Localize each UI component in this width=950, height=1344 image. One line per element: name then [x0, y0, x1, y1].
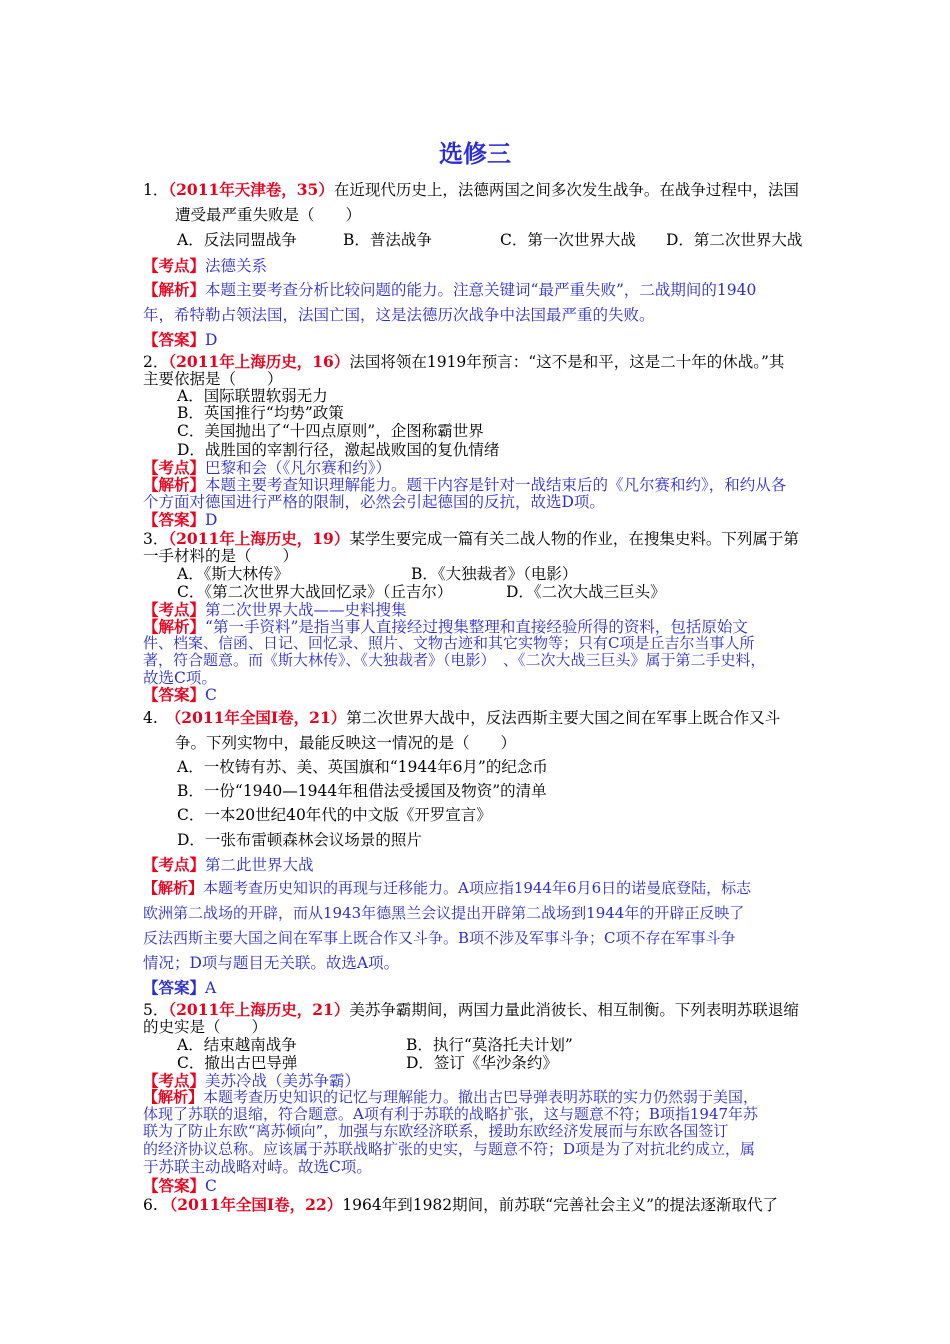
q2-jiexi-line2: 个方面对德国进行严格的限制，必然会引起德国的反抗，故选D项。 [143, 493, 605, 511]
q3-jiexi-line3: 著，符合题意。而《斯大林传》、《大独裁者》（电影） 、《二次大战三巨头》属于第二手史料， [143, 651, 766, 669]
q3-stem-text: 某学生要完成一篇有关二战人物的作业，在搜集史料。下列属于第 [349, 530, 799, 548]
q3-answer-value: C [205, 686, 217, 704]
q2-stem-text: 法国将领在1919年预言：“这不是和平，这是二十年的休战。”其 [349, 353, 785, 371]
q2-stem-line2: 主要依据是（ ） [143, 370, 283, 388]
daan-label: 【答案】 [143, 1176, 206, 1195]
q1-stem-line2: 遭受最严重失败是（ ） [175, 206, 362, 224]
q3-option-c: C．《第二次世界大战回忆录》（丘吉尔） [177, 583, 453, 601]
q1-stem-line1 [143, 178, 811, 200]
kaodian-label: 【考点】 [143, 855, 206, 874]
q1-jiexi-text1: 本题主要考查分析比较问题的能力。注意关键词“最严重失败”，二战期间的1940 [205, 281, 757, 299]
q2-source: （2011年上海历史，16） [168, 352, 350, 371]
q4-kaodian-text: 第二此世界大战 [205, 856, 314, 874]
q5-jiexi-line2: 体现了苏联的退缩，符合题意。A项有利于苏联的战略扩张，这与题意不符；B项指1947年苏 [143, 1105, 759, 1123]
daan-label: 【答案】 [143, 685, 206, 704]
q1-option-d: D．第二次世界大战 [666, 231, 803, 249]
q2-number: 2． [143, 353, 169, 371]
q3-jiexi-line4: 故选C项。 [143, 669, 217, 687]
q4-option-a: A．一枚铸有苏、美、英国旗和“1944年6月”的纪念币 [177, 758, 548, 776]
q4-source: （2011年全国Ⅰ卷，21） [165, 708, 347, 727]
q6-source: （2011年全国Ⅰ卷，22） [161, 1195, 343, 1214]
q1-answer [143, 328, 811, 350]
q1-option-b: B．普法战争 [343, 231, 432, 249]
daan-label: 【答案】 [143, 510, 206, 529]
q5-jiexi-line3: 联为了防止东欧“离苏倾向”，加强与东欧经济联系，援助东欧经济发展而与东欧各国签订 [143, 1122, 729, 1140]
q3-number: 3． [143, 530, 169, 548]
q4-stem-line2: 争。下列实物中，最能反映这一情况的是（ ） [175, 734, 517, 752]
q3-source: （2011年上海历史，19） [168, 529, 350, 548]
q5-jiexi-line4: 的经济协议总称。应该属于苏联战略扩张的史实，与题意不符；D项是为了对抗北约成立，属 [143, 1140, 756, 1158]
q6-number: 6. [143, 1196, 158, 1214]
q4-answer-value: A [205, 979, 217, 997]
q1-number: 1． [143, 181, 169, 199]
q2-option-d: D．战胜国的宰割行径，激起战败国的复仇情绪 [177, 441, 500, 459]
q5-option-c: C．撤出古巴导弹 [177, 1054, 298, 1072]
q2-answer-value: D [205, 511, 218, 529]
q4-number: 4. [143, 709, 158, 727]
q4-jiexi-line4: 情况；D项与题目无关联。故选A项。 [143, 954, 400, 972]
q3-stem-line2: 一手材料的是（ ） [143, 547, 299, 565]
jiexi-label: 【解析】 [143, 475, 206, 494]
q3-jiexi-line2: 件、档案、信函、日记、回忆录、照片、文物古迹和其它实物等；只有C项是丘吉尔当事人所 [143, 634, 755, 652]
q5-option-a: A．结束越南战争 [177, 1036, 297, 1054]
q4-answer [143, 976, 811, 998]
kaodian-label: 【考点】 [143, 256, 206, 275]
q4-option-b: B．一份“1940—1944年租借法受援国及物资”的清单 [177, 782, 547, 800]
q2-jiexi-text1: 本题主要考查知识理解能力。题干内容是针对一战结束后的《凡尔赛和约》，和约从各 [205, 476, 787, 494]
q2-option-b: B．英国推行“均势”政策 [177, 404, 344, 422]
kaodian-label: 【考点】 [143, 600, 206, 619]
q3-option-a: A．《斯大林传》 [177, 565, 289, 583]
q5-number: 5． [143, 1001, 169, 1019]
q4-option-d: D．一张布雷顿森林会议场景的照片 [177, 831, 422, 849]
jiexi-label: 【解析】 [143, 617, 206, 636]
q5-kaodian-text: 美苏冷战（美苏争霸） [205, 1072, 361, 1090]
jiexi-label: 【解析】 [143, 280, 206, 299]
q1-stem-text: 在近现代历史上，法德两国之间多次发生战争。在战争过程中，法国 [333, 181, 799, 199]
q1-jiexi-line1 [143, 278, 811, 300]
q1-kaodian [143, 254, 811, 276]
q2-kaodian-text: 巴黎和会（《凡尔赛和约》） [205, 459, 392, 477]
q4-jiexi-line1 [143, 877, 811, 898]
q5-source: （2011年上海历史，21） [168, 1000, 350, 1019]
q1-kaodian-text: 法德关系 [205, 257, 268, 275]
q3-answer [143, 683, 811, 705]
q2-option-c: C．美国抛出了“十四点原则”，企图称霸世界 [177, 422, 484, 440]
q1-source: （2011年天津卷，35） [168, 180, 334, 199]
jiexi-label: 【解析】 [143, 879, 204, 897]
q6-stem-line1 [143, 1193, 811, 1215]
q5-option-b: B．执行“莫洛托夫计划” [406, 1036, 573, 1054]
q4-jiexi-text1: 本题考查历史知识的再现与迁移能力。A项应指1944年6月6日的诺曼底登陆，标志 [203, 879, 752, 897]
q3-jiexi-text1: “第一手资料”是指当事人直接经过搜集整理和直接经验所得的资料，包括原始文 [205, 618, 748, 636]
q5-option-d: D．签订《华沙条约》 [406, 1054, 558, 1072]
q5-jiexi-text1: 本题考查历史知识的记忆与理解能力。撤出古巴导弹表明苏联的实力仍然弱于美国， [203, 1088, 759, 1106]
q5-jiexi-line5: 于苏联主动战略对峙。故选C项。 [143, 1158, 372, 1176]
kaodian-label: 【考点】 [143, 1071, 206, 1090]
q3-kaodian-text: 第二次世界大战——史料搜集 [205, 601, 407, 619]
q5-stem-text: 美苏争霸期间，两国力量此消彼长、相互制衡。下列表明苏联退缩 [349, 1001, 799, 1019]
daan-label: 【答案】 [143, 978, 206, 997]
q4-stem-line1 [143, 706, 811, 728]
q1-jiexi-line2: 年，希特勒占领法国，法国亡国，这是法德历次战争中法国最严重的失败。 [143, 306, 655, 324]
q5-answer-value: C [205, 1177, 217, 1195]
kaodian-label: 【考点】 [143, 458, 206, 477]
q3-option-b: B．《大独裁者》（电影） [411, 565, 578, 583]
jiexi-label: 【解析】 [143, 1088, 204, 1106]
q4-jiexi-line2: 欧洲第二战场的开辟，而从1943年德黑兰会议提出开辟第二战场到1944年的开辟正反映了 [143, 904, 745, 922]
daan-label: 【答案】 [143, 330, 206, 349]
q6-stem-text: 1964年到1982期间，前苏联“完善社会主义”的提法逐渐取代了 [342, 1196, 779, 1214]
q4-stem-text: 第二次世界大战中，反法西斯主要大国之间在军事上既合作又斗 [346, 709, 781, 727]
q5-stem-line2: 的史实是（ ） [143, 1018, 268, 1036]
q1-option-c: C．第一次世界大战 [500, 231, 636, 249]
q1-option-a: A．反法同盟战争 [177, 231, 297, 249]
q2-option-a: A．国际联盟软弱无力 [177, 387, 328, 405]
q4-jiexi-line3: 反法西斯主要大国之间在军事上既合作又斗争。B项不涉及军事斗争；C项不存在军事斗争 [143, 929, 736, 947]
page-title: 选修三 [439, 140, 511, 168]
q1-answer-value: D [205, 331, 218, 349]
q3-option-d: D．《二次大战三巨头》 [506, 583, 666, 601]
q4-kaodian [143, 853, 811, 875]
q4-option-c: C．一本20世纪40年代的中文版《开罗宣言》 [177, 806, 492, 824]
